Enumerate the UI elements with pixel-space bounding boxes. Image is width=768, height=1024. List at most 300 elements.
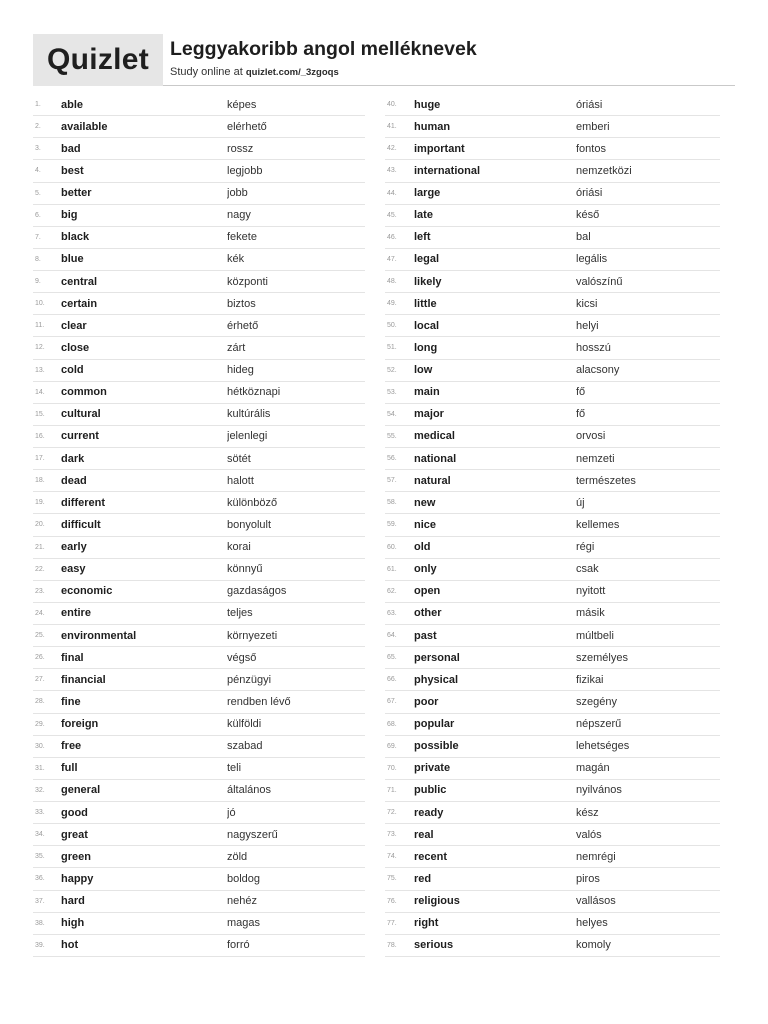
term-number: 50. <box>387 322 397 330</box>
term-number: 46. <box>387 233 397 241</box>
term-definition: alacsony <box>576 364 620 377</box>
term-definition: rendben lévő <box>227 695 291 708</box>
term-word: great <box>61 828 88 841</box>
term-row <box>385 404 720 426</box>
term-definition: nyilvános <box>576 784 622 797</box>
term-number: 28. <box>35 698 45 706</box>
term-number: 43. <box>387 167 397 175</box>
term-row <box>33 205 365 227</box>
term-definition: gazdaságos <box>227 585 287 598</box>
term-definition: nagy <box>227 209 251 222</box>
term-row <box>385 780 720 802</box>
term-row <box>385 714 720 736</box>
term-definition: külföldi <box>227 718 262 731</box>
term-word: close <box>61 341 90 354</box>
term-number: 31. <box>35 764 45 772</box>
term-number: 8. <box>35 255 41 263</box>
term-definition: kellemes <box>576 518 620 531</box>
term-definition: helyes <box>576 917 608 930</box>
term-word: early <box>61 541 87 554</box>
term-number: 48. <box>387 278 397 286</box>
term-row <box>33 315 365 337</box>
term-row <box>385 846 720 868</box>
term-number: 17. <box>35 455 45 463</box>
term-definition: pénzügyi <box>227 673 272 686</box>
term-definition: sötét <box>227 452 251 465</box>
term-row <box>385 492 720 514</box>
term-word: left <box>414 231 431 244</box>
term-definition: zöld <box>227 850 248 863</box>
term-number: 65. <box>387 654 397 662</box>
term-number: 10. <box>35 300 45 308</box>
term-word: other <box>414 607 442 620</box>
term-definition: csak <box>576 563 599 576</box>
term-row <box>385 293 720 315</box>
term-number: 2. <box>35 123 41 131</box>
term-number: 56. <box>387 455 397 463</box>
term-definition: legjobb <box>227 164 263 177</box>
term-word: dead <box>61 474 87 487</box>
term-row <box>33 913 365 935</box>
term-row <box>385 160 720 182</box>
term-number: 5. <box>35 189 41 197</box>
term-row <box>33 625 365 647</box>
term-definition: személyes <box>576 651 628 664</box>
term-word: best <box>61 164 84 177</box>
term-number: 20. <box>35 521 45 529</box>
term-definition: természetes <box>576 474 636 487</box>
term-word: international <box>414 164 481 177</box>
term-definition: fő <box>576 408 586 421</box>
term-number: 76. <box>387 897 397 905</box>
term-number: 58. <box>387 499 397 507</box>
term-number: 9. <box>35 278 41 286</box>
term-number: 23. <box>35 587 45 595</box>
term-definition: zárt <box>227 341 246 354</box>
term-word: poor <box>414 695 439 708</box>
term-definition: orvosi <box>576 430 606 443</box>
term-word: easy <box>61 563 86 576</box>
term-definition: emberi <box>576 120 610 133</box>
term-number: 15. <box>35 410 45 418</box>
term-row <box>33 227 365 249</box>
term-word: current <box>61 430 99 443</box>
term-row <box>33 470 365 492</box>
term-definition: valós <box>576 828 602 841</box>
subtitle-prefix: Study online at <box>170 66 246 78</box>
term-definition: nemzeti <box>576 452 615 465</box>
term-number: 59. <box>387 521 397 529</box>
term-row <box>385 337 720 359</box>
term-word: religious <box>414 895 460 908</box>
term-definition: szegény <box>576 695 617 708</box>
term-row <box>33 669 365 691</box>
term-row <box>385 603 720 625</box>
term-number: 62. <box>387 587 397 595</box>
term-row <box>33 249 365 271</box>
term-row <box>385 227 720 249</box>
term-word: right <box>414 917 439 930</box>
term-definition: kész <box>576 806 599 819</box>
term-word: past <box>414 629 437 642</box>
term-definition: központi <box>227 275 268 288</box>
term-row <box>385 426 720 448</box>
term-number: 22. <box>35 565 45 573</box>
term-word: human <box>414 120 451 133</box>
term-definition: fizikai <box>576 673 604 686</box>
term-row <box>33 138 365 160</box>
term-definition: általános <box>227 784 272 797</box>
term-definition: hosszú <box>576 341 611 354</box>
term-row <box>385 116 720 138</box>
term-definition: halott <box>227 474 254 487</box>
term-word: real <box>414 828 434 841</box>
term-definition: vallásos <box>576 895 616 908</box>
term-row <box>33 492 365 514</box>
term-word: physical <box>414 673 459 686</box>
term-number: 1. <box>35 101 41 109</box>
term-word: happy <box>61 872 94 885</box>
term-word: ready <box>414 806 444 819</box>
term-word: late <box>414 209 433 222</box>
term-row <box>385 581 720 603</box>
term-row <box>385 669 720 691</box>
term-row <box>33 714 365 736</box>
term-row <box>385 315 720 337</box>
term-number: 52. <box>387 366 397 374</box>
term-word: old <box>414 541 431 554</box>
term-word: public <box>414 784 447 797</box>
term-number: 19. <box>35 499 45 507</box>
term-word: serious <box>414 939 454 952</box>
term-number: 61. <box>387 565 397 573</box>
term-row <box>33 183 365 205</box>
term-row <box>385 625 720 647</box>
term-row <box>33 581 365 603</box>
term-definition: nagyszerű <box>227 828 278 841</box>
term-row <box>33 868 365 890</box>
term-number: 63. <box>387 609 397 617</box>
term-number: 38. <box>35 919 45 927</box>
quizlet-logo <box>33 34 163 86</box>
term-word: economic <box>61 585 113 598</box>
term-definition: bonyolult <box>227 518 272 531</box>
term-row <box>385 559 720 581</box>
term-row <box>33 404 365 426</box>
term-number: 44. <box>387 189 397 197</box>
term-row <box>33 293 365 315</box>
term-number: 27. <box>35 676 45 684</box>
term-word: personal <box>414 651 460 664</box>
term-word: popular <box>414 718 455 731</box>
term-word: bad <box>61 142 81 155</box>
term-number: 36. <box>35 875 45 883</box>
term-word: big <box>61 209 78 222</box>
term-definition: biztos <box>227 297 256 310</box>
term-row <box>33 514 365 536</box>
term-definition: képes <box>227 98 257 111</box>
set-subtitle <box>170 65 339 80</box>
term-row <box>33 116 365 138</box>
term-definition: nemrégi <box>576 850 616 863</box>
term-row <box>33 160 365 182</box>
term-word: clear <box>61 319 87 332</box>
term-definition: fontos <box>576 142 606 155</box>
term-definition: forró <box>227 939 250 952</box>
term-definition: hideg <box>227 364 254 377</box>
term-definition: teljes <box>227 607 253 620</box>
term-definition: valószínű <box>576 275 623 288</box>
term-definition: magán <box>576 762 610 775</box>
term-definition: különböző <box>227 496 278 509</box>
term-number: 77. <box>387 919 397 927</box>
term-word: important <box>414 142 465 155</box>
term-word: only <box>414 563 437 576</box>
term-definition: korai <box>227 541 251 554</box>
term-definition: hétköznapi <box>227 386 281 399</box>
term-row <box>33 603 365 625</box>
term-row <box>33 824 365 846</box>
term-word: large <box>414 187 441 200</box>
term-number: 74. <box>387 853 397 861</box>
set-url: quizlet.com/_3zgoqs <box>245 67 339 78</box>
term-number: 39. <box>35 941 45 949</box>
term-row <box>385 868 720 890</box>
term-definition: régi <box>576 541 595 554</box>
term-row <box>33 382 365 404</box>
term-row <box>33 691 365 713</box>
term-definition: magas <box>227 917 261 930</box>
term-number: 45. <box>387 211 397 219</box>
term-word: foreign <box>61 718 99 731</box>
term-number: 7. <box>35 233 41 241</box>
term-word: dark <box>61 452 85 465</box>
term-number: 72. <box>387 809 397 817</box>
term-definition: könnyű <box>227 563 263 576</box>
term-word: open <box>414 585 441 598</box>
term-number: 30. <box>35 742 45 750</box>
term-word: high <box>61 917 85 930</box>
term-number: 66. <box>387 676 397 684</box>
term-definition: népszerű <box>576 718 622 731</box>
term-word: central <box>61 275 98 288</box>
term-word: difficult <box>61 518 101 531</box>
term-number: 40. <box>387 101 397 109</box>
term-word: legal <box>414 253 440 266</box>
term-definition: kék <box>227 253 245 266</box>
term-definition: szabad <box>227 740 263 753</box>
term-word: final <box>61 651 84 664</box>
term-definition: másik <box>576 607 605 620</box>
term-definition: legális <box>576 253 608 266</box>
term-row <box>385 514 720 536</box>
term-word: hard <box>61 895 85 908</box>
term-row <box>385 647 720 669</box>
term-number: 14. <box>35 388 45 396</box>
term-number: 32. <box>35 786 45 794</box>
term-number: 60. <box>387 543 397 551</box>
term-number: 69. <box>387 742 397 750</box>
term-number: 70. <box>387 764 397 772</box>
term-row <box>385 691 720 713</box>
term-list-left <box>33 94 365 957</box>
term-number: 49. <box>387 300 397 308</box>
term-number: 54. <box>387 410 397 418</box>
term-definition: fő <box>576 386 586 399</box>
term-word: full <box>61 762 78 775</box>
term-word: possible <box>414 740 459 753</box>
term-definition: óriási <box>576 187 603 200</box>
term-definition: jó <box>227 806 236 819</box>
term-definition: piros <box>576 872 600 885</box>
term-word: private <box>414 762 451 775</box>
term-list-right <box>385 94 720 957</box>
term-number: 4. <box>35 167 41 175</box>
term-definition: rossz <box>227 142 254 155</box>
term-number: 68. <box>387 720 397 728</box>
term-row <box>33 448 365 470</box>
term-definition: fekete <box>227 231 257 244</box>
term-number: 37. <box>35 897 45 905</box>
term-number: 51. <box>387 344 397 352</box>
term-definition: óriási <box>576 98 603 111</box>
term-row <box>33 94 365 116</box>
term-row <box>385 94 720 116</box>
term-word: general <box>61 784 101 797</box>
term-word: green <box>61 850 91 863</box>
term-word: different <box>61 496 105 509</box>
term-number: 71. <box>387 786 397 794</box>
term-row <box>385 802 720 824</box>
term-word: hot <box>61 939 79 952</box>
term-row <box>385 935 720 957</box>
term-number: 24. <box>35 609 45 617</box>
term-definition: lehetséges <box>576 740 630 753</box>
term-word: national <box>414 452 457 465</box>
term-definition: nemzetközi <box>576 164 632 177</box>
term-word: main <box>414 386 440 399</box>
term-number: 13. <box>35 366 45 374</box>
term-row <box>385 448 720 470</box>
term-number: 35. <box>35 853 45 861</box>
term-row <box>385 891 720 913</box>
term-word: good <box>61 806 88 819</box>
term-definition: kicsi <box>576 297 598 310</box>
term-definition: érhető <box>227 319 259 332</box>
term-row <box>385 470 720 492</box>
term-definition: teli <box>227 762 242 775</box>
term-word: able <box>61 98 84 111</box>
term-word: local <box>414 319 440 332</box>
term-word: major <box>414 408 444 421</box>
term-number: 29. <box>35 720 45 728</box>
term-word: environmental <box>61 629 137 642</box>
term-word: certain <box>61 297 98 310</box>
term-word: entire <box>61 607 91 620</box>
term-row <box>33 891 365 913</box>
term-definition: új <box>576 496 585 509</box>
term-row <box>385 824 720 846</box>
term-row <box>385 138 720 160</box>
term-number: 12. <box>35 344 45 352</box>
term-number: 41. <box>387 123 397 131</box>
term-row <box>33 780 365 802</box>
term-row <box>33 802 365 824</box>
term-number: 34. <box>35 831 45 839</box>
term-row <box>385 758 720 780</box>
term-row <box>33 736 365 758</box>
term-word: available <box>61 120 108 133</box>
term-row <box>385 382 720 404</box>
term-row <box>385 913 720 935</box>
term-row <box>385 736 720 758</box>
term-word: common <box>61 386 107 399</box>
set-title: Leggyakoribb angol melléknevek <box>170 38 477 60</box>
term-definition: nehéz <box>227 895 257 908</box>
term-number: 25. <box>35 632 45 640</box>
term-word: fine <box>61 695 81 708</box>
term-definition: komoly <box>576 939 611 952</box>
term-word: natural <box>414 474 451 487</box>
term-number: 78. <box>387 941 397 949</box>
term-row <box>33 647 365 669</box>
term-number: 26. <box>35 654 45 662</box>
header-divider <box>163 85 735 86</box>
term-number: 55. <box>387 432 397 440</box>
term-row <box>33 360 365 382</box>
term-definition: jobb <box>227 187 248 200</box>
term-word: red <box>414 872 432 885</box>
term-word: long <box>414 341 438 354</box>
term-row <box>33 935 365 957</box>
term-row <box>385 360 720 382</box>
term-row <box>33 271 365 293</box>
term-word: new <box>414 496 436 509</box>
term-definition: környezeti <box>227 629 278 642</box>
term-word: black <box>61 231 90 244</box>
term-definition: elérhető <box>227 120 267 133</box>
term-word: low <box>414 364 433 377</box>
term-word: cold <box>61 364 84 377</box>
term-row <box>385 271 720 293</box>
term-word: cultural <box>61 408 101 421</box>
term-definition: helyi <box>576 319 599 332</box>
term-row <box>385 249 720 271</box>
term-word: little <box>414 297 437 310</box>
term-word: recent <box>414 850 448 863</box>
term-number: 33. <box>35 809 45 817</box>
term-definition: végső <box>227 651 257 664</box>
term-word: better <box>61 187 92 200</box>
term-row <box>33 559 365 581</box>
term-number: 42. <box>387 145 397 153</box>
term-word: likely <box>414 275 442 288</box>
term-definition: jelenlegi <box>227 430 268 443</box>
term-row <box>33 537 365 559</box>
term-definition: bal <box>576 231 591 244</box>
logo-text: Quizlet <box>46 43 150 76</box>
term-number: 73. <box>387 831 397 839</box>
term-number: 57. <box>387 477 397 485</box>
term-row <box>33 426 365 448</box>
term-number: 18. <box>35 477 45 485</box>
term-number: 21. <box>35 543 45 551</box>
term-row <box>385 205 720 227</box>
term-word: free <box>61 740 82 753</box>
term-row <box>385 183 720 205</box>
term-definition: múltbeli <box>576 629 614 642</box>
term-number: 47. <box>387 255 397 263</box>
